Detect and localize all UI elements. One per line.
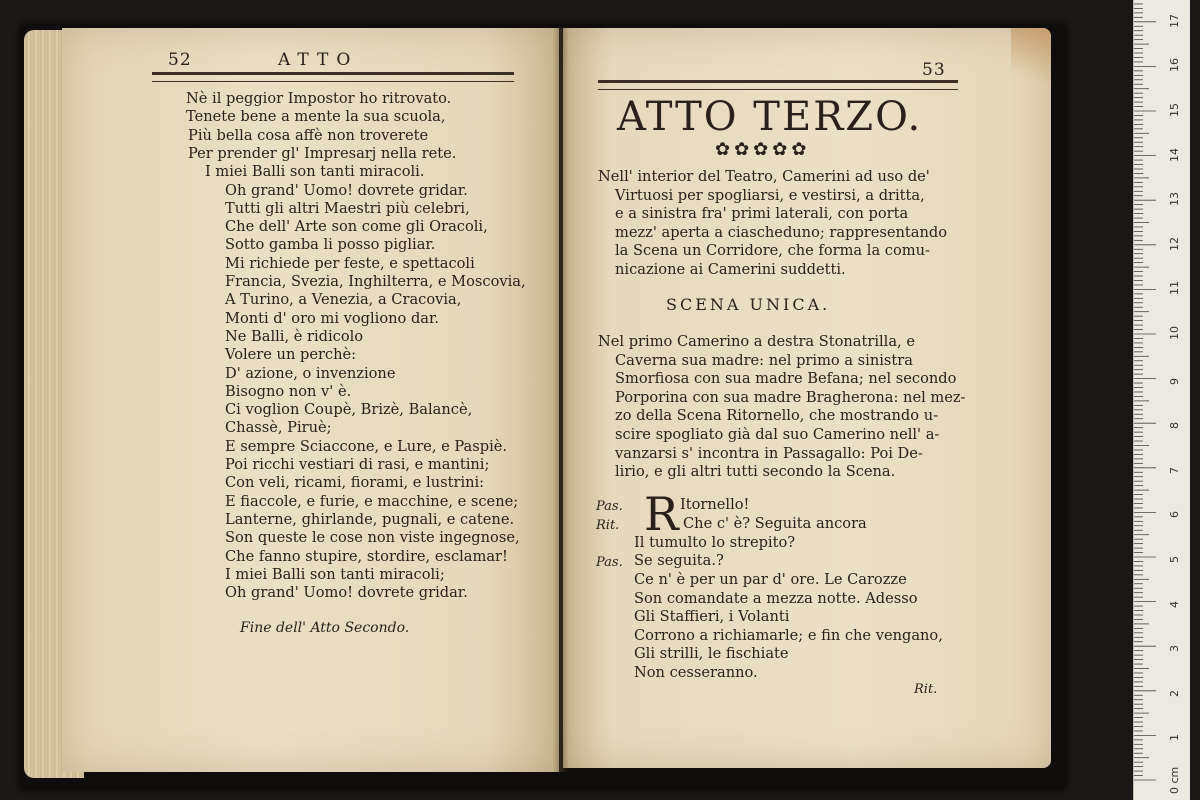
- right-page-number: 53: [922, 60, 946, 80]
- end-of-act-note: Fine dell' Atto Secondo.: [240, 620, 410, 636]
- dialogue-line: Gli strilli, le fischiate: [634, 645, 789, 662]
- setting-line: e a sinistra fra' primi laterali, con porta: [615, 205, 909, 222]
- verse-line: Francia, Svezia, Inghilterra, e Moscovia,: [225, 273, 526, 290]
- ruler-number: 14: [1168, 147, 1181, 162]
- verse-line: Mi richiede per feste, e spettacoli: [225, 254, 475, 272]
- verse-line: Monti d' oro mi vogliono dar.: [225, 309, 439, 327]
- left-page-number: 52: [168, 50, 192, 70]
- verse-line: Oh grand' Uomo! dovrete gridar.: [225, 181, 468, 199]
- speaker-label: Pas.: [596, 499, 623, 514]
- scene-heading: SCENA UNICA.: [666, 295, 831, 314]
- act-title: ATTO TERZO.: [617, 94, 923, 140]
- ruler-number: 2: [1168, 689, 1181, 697]
- scene-description-line: vanzarsi s' incontra in Passagallo: Poi De-: [615, 444, 923, 462]
- verse-line: Con veli, ricami, fiorami, e lustrini:: [225, 474, 485, 492]
- dialogue-line: Itornello!: [680, 496, 750, 513]
- verse-line: Che fanno stupire, stordire, esclamar!: [225, 547, 508, 565]
- setting-line: nicazione ai Camerini suddetti.: [615, 260, 846, 278]
- scene-description-line: zo della Scena Ritornello, che mostrando u-: [615, 407, 939, 425]
- verse-line: Nè il peggior Impostor ho ritrovato.: [186, 90, 452, 107]
- ruler-number: 9: [1168, 377, 1181, 385]
- setting-line: Nell' interior del Teatro, Camerini ad uso de': [598, 168, 930, 185]
- setting-line: mezz' aperta a ciascheduno; rappresentando: [615, 223, 948, 241]
- speaker-label: Pas.: [596, 555, 623, 570]
- dialogue-line: Corrono a richiamarle; e fin che vengano,: [634, 627, 943, 644]
- verse-line: Volere un perchè:: [225, 346, 357, 364]
- ruler-ticks: [1134, 0, 1190, 800]
- ornament-row: ✿✿✿✿✿: [715, 139, 811, 160]
- ruler-number: 6: [1168, 511, 1181, 519]
- left-running-head: ATTO: [278, 50, 359, 70]
- catchword: Rit.: [914, 682, 938, 697]
- verse-line: D' azione, o invenzione: [225, 364, 396, 382]
- dialogue-line: Il tumulto lo strepito?: [634, 534, 796, 551]
- ruler-number: 8: [1168, 422, 1181, 430]
- setting-line: la Scena un Corridore, che forma la comu-: [615, 242, 930, 259]
- scene-description-line: Caverna sua madre: nel primo a sinistra: [615, 351, 913, 369]
- measuring-ruler: [1133, 0, 1190, 800]
- ruler-zero-label: 0 cm: [1168, 766, 1181, 794]
- ruler-number: 1: [1168, 734, 1181, 742]
- verse-line: Poi ricchi vestiari di rasi, e mantini;: [225, 456, 490, 473]
- verse-line: I miei Balli son tanti miracoli;: [225, 565, 445, 583]
- verse-line: Oh grand' Uomo! dovrete gridar.: [225, 584, 468, 602]
- verse-line: Per prender gl' Impresarj nella rete.: [188, 144, 457, 162]
- ruler-number: 10: [1168, 326, 1181, 340]
- verse-line: Ne Balli, è ridicolo: [225, 327, 364, 345]
- verse-line: Sotto gamba li posso pigliar.: [225, 236, 436, 254]
- speaker-label: Rit.: [596, 518, 620, 533]
- dialogue-line: Son comandate a mezza notte. Adesso: [634, 590, 918, 607]
- ruler-number: 11: [1168, 281, 1181, 296]
- verse-line: Ci voglion Coupè, Brizè, Balancè,: [225, 401, 473, 419]
- verse-line: Bisogno non v' è.: [225, 382, 352, 400]
- scene-description-line: lirio, e gli altri tutti secondo la Scena.: [615, 463, 896, 481]
- dialogue-line: Che c' è? Seguita ancora: [683, 515, 867, 532]
- dialogue-line: Gli Staffieri, i Volanti: [634, 608, 790, 625]
- verse-line: E fiaccole, e furie, e macchine, e scene;: [225, 492, 519, 510]
- verse-line: Più bella cosa affè non troverete: [188, 126, 429, 144]
- verse-line: A Turino, a Venezia, a Cracovia,: [225, 291, 462, 309]
- verse-line: E sempre Sciaccone, e Lure, e Paspiè.: [225, 437, 508, 455]
- dialogue-line: Ce n' è per un par d' ore. Le Carozze: [634, 571, 907, 588]
- ruler-number: 13: [1168, 192, 1181, 207]
- verse-line: Chassè, Piruè;: [225, 419, 332, 437]
- ruler-number: 5: [1168, 556, 1181, 563]
- dialogue-line: Se seguita.?: [634, 552, 724, 569]
- verse-line: I miei Balli son tanti miracoli.: [205, 163, 425, 181]
- ruler-number: 16: [1168, 58, 1181, 73]
- scene-description-line: Smorfiosa con sua madre Befana; nel secondo: [615, 370, 957, 388]
- verse-line: Tutti gli altri Maestri più celebri,: [225, 199, 470, 217]
- scene-description-line: Porporina con sua madre Bragherona: nel mez-: [615, 388, 966, 406]
- ruler-number: 15: [1168, 103, 1181, 117]
- book-gutter: [553, 28, 569, 772]
- ruler-number: 4: [1168, 600, 1181, 608]
- verse-line: Lanterne, ghirlande, pugnali, e catene.: [225, 510, 515, 528]
- setting-line: Virtuosi per spogliarsi, e vestirsi, a dritta,: [615, 186, 925, 204]
- right-head-rule: [598, 80, 958, 90]
- verse-line: Che dell' Arte son come gli Oracoli,: [225, 218, 488, 236]
- ruler-number: 17: [1168, 13, 1181, 28]
- left-head-rule: [152, 72, 514, 82]
- ruler-number: 12: [1168, 236, 1181, 251]
- dialogue-line: Non cesseranno.: [634, 664, 758, 681]
- scene-description-line: Nel primo Camerino a destra Stonatrilla, e: [598, 333, 915, 350]
- verse-line: Son queste le cose non viste ingegnose,: [225, 529, 520, 547]
- verse-line: Tenete bene a mente la sua scuola,: [186, 108, 446, 126]
- ruler-number: 3: [1168, 645, 1181, 653]
- drop-cap: R: [644, 487, 679, 541]
- scene-description-line: scire spogliato già dal suo Camerino nell' a-: [615, 426, 940, 443]
- ruler-number: 7: [1168, 466, 1181, 474]
